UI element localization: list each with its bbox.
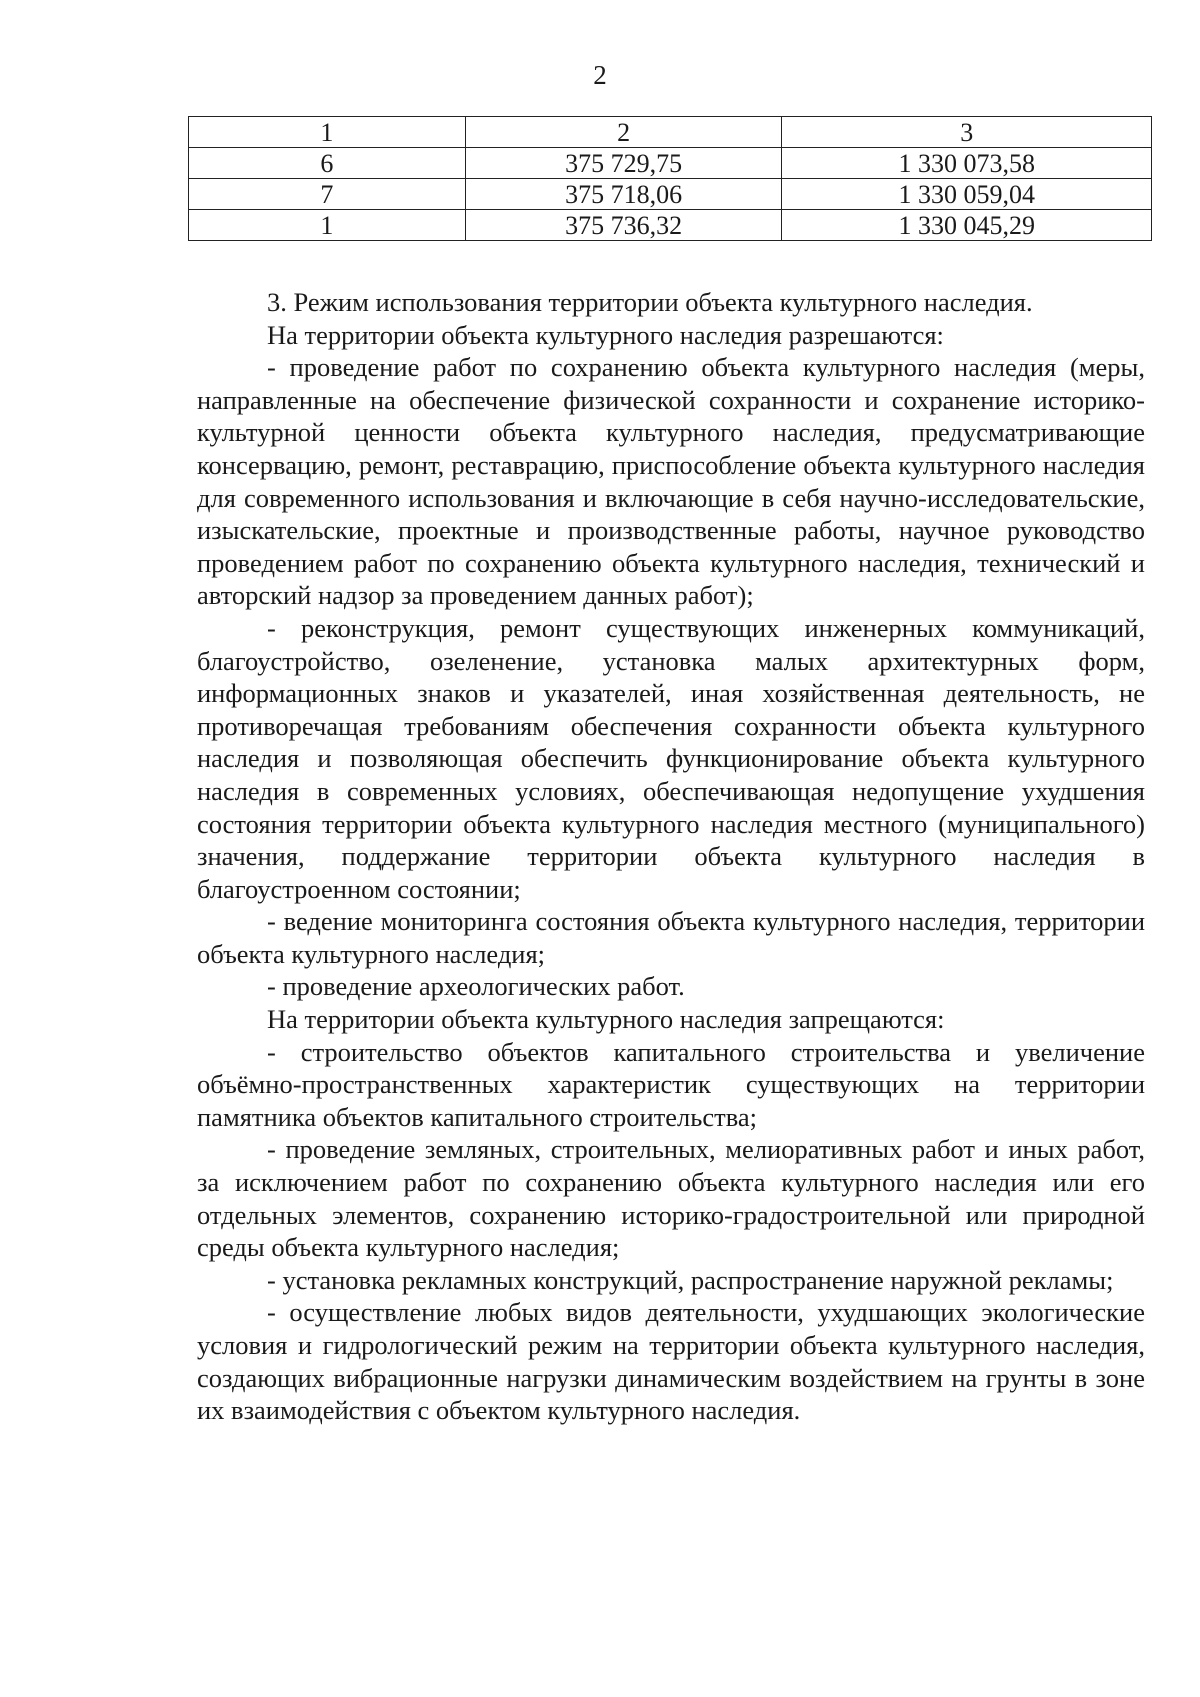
table-cell: 1 330 059,04 (782, 179, 1152, 210)
table-row (189, 179, 1152, 210)
permitted-item: - реконструкция, ремонт существующих инженерных коммуникаций, благоустройство, озеленение, установка малых архитектурных форм, информационных знаков и указателей, иная хозяйственная деятельность, не противоречащая требованиям обеспечения сохранности объекта культурного наследия и позволяющая обеспечить функционирование объекта культурного наследия в современных условиях, обеспечивающая недопущение ухудшения состояния территории объекта культурного наследия местного (муниципального) значения, поддержание территории объекта культурного наследия в благоустроенном состоянии; (197, 612, 1145, 904)
permitted-item: - ведение мониторинга состояния объекта культурного наследия, территории объекта культурного наследия; (197, 906, 1145, 969)
permitted-item: - проведение археологических работ. (267, 971, 685, 1002)
table-header-cell: 2 (465, 117, 782, 148)
table-cell: 6 (189, 148, 466, 179)
table-cell: 375 729,75 (465, 148, 782, 179)
table-cell: 1 (189, 210, 466, 241)
table-header-cell: 1 (189, 117, 466, 148)
section-heading: 3. Режим использования территории объекта культурного наследия. (267, 287, 1033, 317)
table-cell: 375 736,32 (465, 210, 782, 241)
prohibited-item: - осуществление любых видов деятельности, ухудшающих экологические условия и гидрологический режим на территории объекта культурного наследия, создающих вибрационные нагрузки динамическим воздействием на грунты в зоне их взаимодействия с объектом культурного наследия. (197, 1297, 1145, 1426)
prohibited-item: - установка рекламных конструкций, распространение наружной рекламы; (267, 1264, 1114, 1295)
table-row (189, 148, 1152, 179)
permitted-item: - проведение работ по сохранению объекта культурного наследия (меры, направленные на обеспечение физической сохранности и сохранение историко-культурной ценности объекта культурного наследия, предусматривающие консервацию, ремонт, реставрацию, приспособление объекта культурного наследия для современного использования и включающие в себя научно-исследовательские, изыскательские, проектные и производственные работы, научное руководство проведением работ по сохранению объекта культурного наследия, технический и авторский надзор за проведением данных работ); (197, 352, 1145, 611)
table-header-cell: 3 (782, 117, 1152, 148)
table-cell: 7 (189, 179, 466, 210)
table-row (189, 210, 1152, 241)
document-body (197, 286, 1145, 1427)
prohibited-intro: На территории объекта культурного наследия запрещаются: (267, 1004, 945, 1035)
table-header-row (189, 117, 1152, 148)
prohibited-item: - проведение земляных, строительных, мелиоративных работ и иных работ, за исключением работ по сохранению объекта культурного наследия или его отдельных элементов, сохранению историко-градостроительной или природной среды объекта культурного наследия; (197, 1134, 1145, 1263)
permitted-intro: На территории объекта культурного наследия разрешаются: (267, 319, 944, 350)
table-cell: 1 330 073,58 (782, 148, 1152, 179)
prohibited-item: - строительство объектов капитального строительства и увеличение объёмно-пространственных характеристик существующих на территории памятника объектов капитального строительства; (197, 1036, 1145, 1132)
coordinates-table (188, 116, 1152, 241)
table-cell: 375 718,06 (465, 179, 782, 210)
table-cell: 1 330 045,29 (782, 210, 1152, 241)
page-number: 2 (593, 60, 607, 90)
